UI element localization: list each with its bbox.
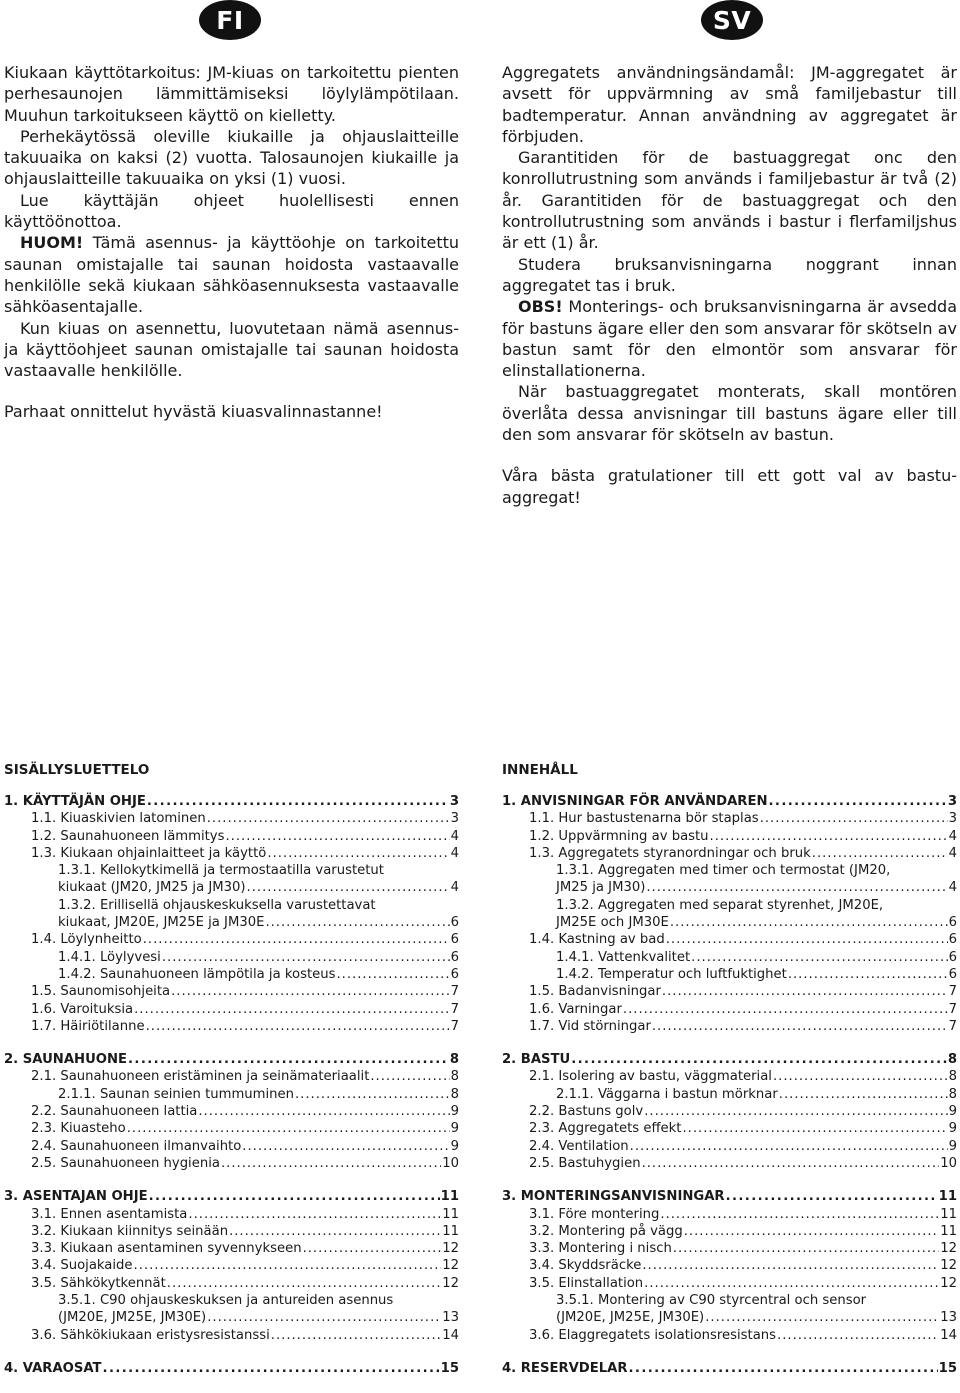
toc-section bbox=[502, 1360, 957, 1377]
toc-page-number: 9 bbox=[450, 1121, 459, 1137]
toc-entry bbox=[502, 1360, 957, 1377]
toc-entry bbox=[502, 845, 957, 862]
intro-paragraph bbox=[502, 296, 957, 381]
toc-page-number: 8 bbox=[449, 1052, 459, 1068]
paragraph-text: Lue käyttäjän ohjeet huolellisesti ennen käyttöönottoa. bbox=[4, 190, 459, 232]
toc-entry bbox=[502, 828, 957, 845]
dot-leader bbox=[630, 1138, 948, 1155]
toc-entry-label: 4. VARAOSAT bbox=[4, 1360, 102, 1376]
toc-entry-label: 1. ANVISNINGAR FÖR ANVÄNDAREN bbox=[502, 794, 768, 809]
toc-page-number: 4 bbox=[948, 845, 957, 861]
toc-entry-label: 2.1.1. Väggarna i bastun mörknar bbox=[556, 1086, 778, 1102]
dot-leader bbox=[777, 1327, 939, 1344]
toc-entry bbox=[502, 1257, 957, 1274]
toc-page-number: 9 bbox=[450, 1104, 459, 1120]
toc-entry-wrapped bbox=[4, 1292, 459, 1327]
toc-page-number: 6 bbox=[948, 915, 957, 931]
toc-entry bbox=[502, 1051, 957, 1068]
dot-leader bbox=[171, 983, 450, 1000]
toc-entry bbox=[58, 914, 459, 931]
toc-entry-label: 2.2. Bastuns golv bbox=[529, 1104, 644, 1120]
language-badge-sv: SV bbox=[701, 0, 763, 40]
toc-entry bbox=[4, 949, 459, 966]
toc-page-number: 12 bbox=[940, 1258, 957, 1274]
toc-entry-label: 1.7. Vid störningar bbox=[529, 1018, 651, 1034]
dot-leader bbox=[629, 1360, 938, 1377]
intro-text-sv bbox=[502, 62, 957, 508]
toc-entry-wrapped bbox=[4, 897, 459, 932]
toc-entry-label: 2.4. Ventilation bbox=[529, 1138, 629, 1154]
dot-leader bbox=[571, 1051, 947, 1068]
toc-entry bbox=[502, 1275, 957, 1292]
toc-entry-label: 3.5. Sähkökytkennät bbox=[31, 1275, 166, 1291]
toc-page-number: 15 bbox=[938, 1360, 957, 1376]
toc-page-number: 12 bbox=[442, 1241, 459, 1257]
toc-page-number: 12 bbox=[442, 1258, 459, 1274]
toc-entry-label: 1. KÄYTTÄJÄN OHJE bbox=[4, 794, 146, 809]
intro-paragraph bbox=[4, 232, 459, 317]
dot-leader bbox=[644, 1103, 947, 1120]
toc-entry bbox=[4, 1327, 459, 1344]
intro-paragraph bbox=[502, 465, 957, 508]
dot-leader bbox=[207, 810, 450, 827]
toc-entry-label: 3.6. Elaggregatets isolationsresistans bbox=[529, 1327, 777, 1343]
toc-entry-label: 1.1. Kiuaskivien latominen bbox=[31, 811, 206, 827]
dot-leader bbox=[644, 1275, 939, 1292]
toc-entry-label-line1: 1.3.1. Aggregaten med timer och termostat (JM20, bbox=[556, 863, 891, 879]
dot-leader bbox=[188, 1206, 441, 1223]
toc-page-number: 4 bbox=[450, 845, 459, 861]
toc-entry bbox=[556, 879, 957, 896]
toc-entry bbox=[4, 931, 459, 948]
toc-entry bbox=[556, 1309, 957, 1326]
toc-entry-label: 2.5. Bastuhygien bbox=[529, 1155, 641, 1171]
paragraph-text: Studera bruksanvisningarna noggrant innan aggregatet tas i bruk. bbox=[502, 254, 957, 295]
toc-page-number: 11 bbox=[440, 1189, 459, 1205]
toc-entry-label: 2.4. Saunahuoneen ilmanvaihto bbox=[31, 1138, 242, 1154]
intro-paragraph bbox=[502, 254, 957, 297]
dot-leader bbox=[207, 1309, 441, 1326]
toc-section bbox=[4, 793, 459, 1035]
table-of-contents-fi bbox=[4, 761, 459, 1393]
dot-leader bbox=[229, 1223, 441, 1240]
paragraph-text: Aggregatets användningsändamål: JM-aggregatet är avsett för uppvärmning av små familjebastur till badtemperatur. Annan användning av aggregatet är förbjuden. bbox=[502, 63, 957, 146]
toc-entry bbox=[502, 1103, 957, 1120]
paragraph-text: Våra bästa gratulationer till ett gott val av bastu-aggregat! bbox=[502, 466, 957, 507]
toc-entry-label: 1.4.2. Saunahuoneen lämpötila ja kosteus bbox=[58, 966, 336, 982]
toc-entry bbox=[4, 810, 459, 827]
dot-leader bbox=[198, 1103, 449, 1120]
toc-entry-label: 2.1. Isolering av bastu, väggmaterial bbox=[529, 1069, 772, 1085]
toc-entry-label: 1.4. Kastning av bad bbox=[529, 932, 665, 948]
toc-entry-wrapped bbox=[502, 862, 957, 897]
toc-entry-label: 1.4.1. Löylyvesi bbox=[58, 949, 161, 965]
emphasis-label: OBS! bbox=[518, 297, 563, 317]
toc-entry bbox=[502, 1120, 957, 1137]
dot-leader bbox=[162, 949, 450, 966]
toc-entry bbox=[4, 1223, 459, 1240]
toc-page-number: 13 bbox=[940, 1310, 957, 1326]
toc-page-number: 7 bbox=[450, 1001, 459, 1017]
toc-entry bbox=[502, 1155, 957, 1172]
toc-page-number: 6 bbox=[450, 915, 459, 931]
toc-entry bbox=[556, 914, 957, 931]
toc-entry-label: kiukaat (JM20, JM25 ja JM30) bbox=[58, 880, 246, 896]
paragraph-text: När bastuaggregatet monterats, skall montören överlåta dessa anvisningar till bastuns ägare eller till den som ansvarar för skötseln av bastun. bbox=[502, 382, 957, 445]
toc-entry bbox=[502, 1068, 957, 1085]
dot-leader bbox=[271, 1327, 441, 1344]
dot-leader bbox=[684, 1223, 939, 1240]
toc-page-number: 8 bbox=[947, 1052, 957, 1068]
toc-page-number: 6 bbox=[450, 949, 459, 965]
toc-page-number: 12 bbox=[442, 1275, 459, 1291]
toc-page-number: 4 bbox=[450, 828, 459, 844]
dot-leader bbox=[662, 983, 948, 1000]
toc-entry bbox=[502, 1206, 957, 1223]
toc-page-number: 12 bbox=[940, 1275, 957, 1291]
toc-entry-wrapped bbox=[4, 862, 459, 897]
toc-entry bbox=[4, 1103, 459, 1120]
dot-leader bbox=[666, 931, 948, 948]
toc-entry bbox=[4, 1120, 459, 1137]
dot-leader bbox=[167, 1275, 441, 1292]
toc-page-number: 4 bbox=[948, 880, 957, 896]
toc-section bbox=[4, 1360, 459, 1377]
toc-title: INNEHÅLL bbox=[502, 762, 578, 778]
toc-entry-label: 3.2. Montering på vägg bbox=[529, 1223, 683, 1239]
toc-section bbox=[502, 793, 957, 1035]
dot-leader bbox=[225, 828, 449, 845]
toc-body bbox=[4, 793, 459, 1377]
toc-page-number: 3 bbox=[450, 811, 459, 827]
dot-leader bbox=[779, 1086, 948, 1103]
intro-paragraph bbox=[4, 190, 459, 233]
toc-entry-label-line1: 3.5.1. C90 ohjauskeskuksen ja antureiden asennus bbox=[58, 1293, 394, 1309]
toc-entry bbox=[4, 1360, 459, 1377]
toc-page-number: 9 bbox=[450, 1138, 459, 1154]
toc-entry-label: 1.4. Löylynheitto bbox=[31, 932, 142, 948]
toc-entry-label: 3.1. Ennen asentamista bbox=[31, 1206, 188, 1222]
intro-paragraph bbox=[502, 381, 957, 445]
toc-page-number: 4 bbox=[450, 880, 459, 896]
toc-entry bbox=[502, 1086, 957, 1103]
toc-page-number: 12 bbox=[940, 1241, 957, 1257]
toc-entry bbox=[4, 1257, 459, 1274]
dot-leader bbox=[134, 1257, 442, 1274]
toc-entry-label: 1.1. Hur bastustenarna bör staplas bbox=[529, 811, 759, 827]
intro-paragraph bbox=[4, 318, 459, 382]
toc-entry-label: 3.1. Före montering bbox=[529, 1206, 660, 1222]
toc-page-number: 7 bbox=[948, 1001, 957, 1017]
toc-page-number: 8 bbox=[948, 1086, 957, 1102]
dot-leader bbox=[303, 1240, 442, 1257]
toc-entry bbox=[4, 1086, 459, 1103]
toc-entry-label-line1: 1.3.2. Aggregaten med separat styrenhet, JM20E, bbox=[556, 897, 884, 913]
toc-page-number: 8 bbox=[450, 1086, 459, 1102]
toc-entry-label-line1: 3.5.1. Montering av C90 styrcentral och sensor bbox=[556, 1293, 867, 1309]
toc-entry bbox=[502, 983, 957, 1000]
toc-entry bbox=[502, 966, 957, 983]
toc-page-number: 6 bbox=[450, 932, 459, 948]
paragraph-text: Tämä asennus- ja käyttöohje on tarkoitettu saunan omistajalle tai saunan hoidosta vastaavalle henkilölle sekä kiukaan sähköasennuksesta vastaavalle sähköasentajalle. bbox=[4, 233, 459, 317]
toc-entry bbox=[502, 949, 957, 966]
toc-entry bbox=[58, 879, 459, 896]
dot-leader bbox=[773, 1068, 948, 1085]
toc-entry bbox=[4, 983, 459, 1000]
dot-leader bbox=[336, 966, 449, 983]
toc-entry-label: 2.3. Kiuasteho bbox=[31, 1121, 126, 1137]
paragraph-text: Garantitiden för de bastuaggregat onc den konrollutrustning som används i familjebastur är två (2) år. Garantitiden för de bastuaggregat och den kontrollutrustning som används i bastur i flerfamiljshus är ett (1) år. bbox=[502, 148, 957, 253]
toc-entry bbox=[4, 828, 459, 845]
toc-section bbox=[502, 1051, 957, 1172]
toc-entry bbox=[4, 793, 459, 810]
toc-entry-label: 1.2. Uppvärmning av bastu bbox=[529, 828, 709, 844]
toc-entry bbox=[4, 845, 459, 862]
intro-paragraph bbox=[502, 62, 957, 147]
toc-entry-label: 1.3. Aggregatets styranordningar och bruk bbox=[529, 845, 811, 861]
toc-page-number: 7 bbox=[948, 984, 957, 1000]
dot-leader bbox=[726, 1188, 938, 1205]
toc-entry-label: 1.4.2. Temperatur och luftfuktighet bbox=[556, 966, 787, 982]
toc-entry bbox=[502, 1327, 957, 1344]
toc-entry-label: 3.3. Kiukaan asentaminen syvennykseen bbox=[31, 1241, 302, 1257]
toc-entry-label: 1.4.1. Vattenkvalitet bbox=[556, 949, 691, 965]
toc-page-number: 9 bbox=[948, 1121, 957, 1137]
toc-page-number: 9 bbox=[948, 1104, 957, 1120]
toc-entry-label: 3.5. Elinstallation bbox=[529, 1275, 644, 1291]
toc-page-number: 14 bbox=[940, 1327, 957, 1343]
toc-entry-label: 3.4. Skyddsräcke bbox=[529, 1258, 642, 1274]
toc-entry-label-line1: 1.3.2. Erillisellä ohjauskeskuksella varustettavat bbox=[58, 897, 376, 913]
toc-page-number: 6 bbox=[948, 966, 957, 982]
toc-entry bbox=[58, 1309, 459, 1326]
toc-page-number: 14 bbox=[442, 1327, 459, 1343]
paragraph-text: Kun kiuas on asennettu, luovutetaan nämä asennus- ja käyttöohjeet saunan omistajalle tai saunan hoidosta vastaavalle henkilölle. bbox=[4, 318, 459, 381]
toc-entry-label-line1: 1.3.1. Kellokytkimellä ja termostaatilla varustetut bbox=[58, 863, 384, 879]
toc-page-number: 7 bbox=[948, 1018, 957, 1034]
toc-entry bbox=[502, 793, 957, 810]
dot-leader bbox=[127, 1120, 450, 1137]
toc-page-number: 3 bbox=[947, 794, 957, 809]
toc-entry-label: 1.3. Kiukaan ohjainlaitteet ja käyttö bbox=[31, 845, 267, 861]
dot-leader bbox=[128, 1051, 449, 1068]
toc-entry bbox=[502, 1188, 957, 1205]
toc-entry bbox=[4, 1068, 459, 1085]
toc-entry bbox=[4, 1206, 459, 1223]
intro-paragraph bbox=[502, 147, 957, 253]
dot-leader bbox=[295, 1086, 450, 1103]
toc-entry-label: 3.6. Sähkökiukaan eristysresistanssi bbox=[31, 1327, 270, 1343]
toc-page-number: 6 bbox=[948, 949, 957, 965]
toc-page-number: 3 bbox=[948, 811, 957, 827]
toc-entry bbox=[502, 1138, 957, 1155]
toc-entry bbox=[502, 931, 957, 948]
dot-leader bbox=[143, 931, 450, 948]
toc-title: SISÄLLYSLUETTELO bbox=[4, 762, 150, 778]
toc-entry-label: 2.3. Aggregatets effekt bbox=[529, 1121, 682, 1137]
toc-entry-label: 2.2. Saunahuoneen lattia bbox=[31, 1104, 198, 1120]
toc-page-number: 11 bbox=[940, 1206, 957, 1222]
dot-leader bbox=[673, 1240, 939, 1257]
toc-entry bbox=[4, 1051, 459, 1068]
toc-entry-label: JM25E och JM30E bbox=[556, 915, 669, 931]
dot-leader bbox=[103, 1360, 440, 1377]
dot-leader bbox=[705, 1309, 939, 1326]
toc-page-number: 7 bbox=[450, 1018, 459, 1034]
toc-entry-wrapped bbox=[502, 897, 957, 932]
toc-page-number: 8 bbox=[450, 1069, 459, 1085]
paragraph-text: Perhekäytössä oleville kiukaille ja ohjauslaitteille takuuaika on kaksi (2) vuotta. Talosaunojen kiukaille ja ohjauslaitteille takuuaika on yksi (1) vuosi. bbox=[4, 126, 459, 189]
toc-entry-label: kiukaat, JM20E, JM25E ja JM30E bbox=[58, 915, 265, 931]
dot-leader bbox=[221, 1155, 441, 1172]
dot-leader bbox=[242, 1138, 449, 1155]
dot-leader bbox=[646, 879, 947, 896]
toc-entry bbox=[502, 1018, 957, 1035]
intro-paragraph bbox=[4, 62, 459, 126]
toc-entry-label: 2.5. Saunahuoneen hygienia bbox=[31, 1155, 220, 1171]
dot-leader bbox=[660, 1206, 939, 1223]
dot-leader bbox=[134, 1001, 450, 1018]
dot-leader bbox=[769, 793, 947, 810]
toc-page-number: 8 bbox=[948, 1069, 957, 1085]
toc-page-number: 15 bbox=[440, 1360, 459, 1376]
intro-paragraph bbox=[4, 401, 459, 422]
toc-entry bbox=[4, 1018, 459, 1035]
toc-entry-label: 3.2. Kiukaan kiinnitys seinään bbox=[31, 1223, 229, 1239]
dot-leader bbox=[147, 793, 449, 810]
intro-paragraph bbox=[4, 126, 459, 190]
toc-entry-label: 1.2. Saunahuoneen lämmitys bbox=[31, 828, 225, 844]
language-badge-fi: FI bbox=[199, 0, 261, 40]
toc-page-number: 7 bbox=[450, 984, 459, 1000]
dot-leader bbox=[760, 810, 948, 827]
dot-leader bbox=[691, 949, 947, 966]
dot-leader bbox=[682, 1120, 947, 1137]
toc-entry-label: 2.1. Saunahuoneen eristäminen ja seinämateriaalit bbox=[31, 1069, 370, 1085]
toc-entry-label: 4. RESERVDELAR bbox=[502, 1360, 628, 1376]
toc-entry-wrapped bbox=[502, 1292, 957, 1327]
toc-entry-label: (JM20E, JM25E, JM30E) bbox=[58, 1310, 207, 1326]
toc-entry-label: 2. BASTU bbox=[502, 1052, 571, 1068]
dot-leader bbox=[149, 1188, 440, 1205]
toc-entry bbox=[4, 1138, 459, 1155]
toc-entry-label: 3. MONTERINGSANVISNINGAR bbox=[502, 1189, 725, 1205]
paragraph-text: Parhaat onnittelut hyvästä kiuasvalinnastanne! bbox=[4, 402, 383, 422]
toc-page-number: 4 bbox=[948, 828, 957, 844]
toc-entry-label: (JM20E, JM25E, JM30E) bbox=[556, 1310, 705, 1326]
toc-entry bbox=[4, 1155, 459, 1172]
dot-leader bbox=[670, 914, 948, 931]
toc-entry bbox=[502, 1001, 957, 1018]
toc-page-number: 6 bbox=[948, 932, 957, 948]
dot-leader bbox=[146, 1018, 450, 1035]
toc-entry-label: 3. ASENTAJAN OHJE bbox=[4, 1189, 148, 1205]
toc-entry bbox=[502, 1240, 957, 1257]
toc-entry bbox=[502, 1223, 957, 1240]
toc-entry bbox=[4, 1001, 459, 1018]
toc-entry bbox=[502, 810, 957, 827]
dot-leader bbox=[642, 1155, 940, 1172]
paragraph-text: Monterings- och bruksanvisningarna är avsedda för bastuns ägare eller den som ansvarar för skötseln av bastun samt för den elmontör som ansvarar för elinstallationerna. bbox=[502, 297, 957, 381]
toc-body bbox=[502, 793, 957, 1377]
toc-page-number: 3 bbox=[449, 794, 459, 809]
dot-leader bbox=[788, 966, 948, 983]
toc-page-number: 11 bbox=[938, 1189, 957, 1205]
intro-text-fi bbox=[4, 62, 459, 423]
dot-leader bbox=[370, 1068, 449, 1085]
table-of-contents-sv bbox=[502, 761, 957, 1393]
toc-entry bbox=[4, 1188, 459, 1205]
toc-entry-label: 1.7. Häiriötilanne bbox=[31, 1018, 145, 1034]
dot-leader bbox=[265, 914, 449, 931]
toc-page-number: 11 bbox=[940, 1223, 957, 1239]
toc-entry-label: 2. SAUNAHUONE bbox=[4, 1052, 128, 1068]
toc-entry-label: 1.5. Badanvisningar bbox=[529, 984, 661, 1000]
dot-leader bbox=[652, 1018, 948, 1035]
dot-leader bbox=[642, 1257, 939, 1274]
toc-page-number: 11 bbox=[442, 1206, 459, 1222]
emphasis-label: HUOM! bbox=[20, 233, 84, 253]
toc-entry-label: 3.3. Montering i nisch bbox=[529, 1241, 672, 1257]
toc-page-number: 10 bbox=[940, 1155, 957, 1171]
dot-leader bbox=[267, 845, 449, 862]
toc-entry-label: 1.6. Varoituksia bbox=[31, 1001, 134, 1017]
toc-entry-label: 2.1.1. Saunan seinien tummuminen bbox=[58, 1086, 294, 1102]
toc-page-number: 10 bbox=[442, 1155, 459, 1171]
toc-section bbox=[502, 1188, 957, 1344]
toc-section bbox=[4, 1188, 459, 1344]
toc-entry-label: 3.4. Suojakaide bbox=[31, 1258, 133, 1274]
dot-leader bbox=[623, 1001, 948, 1018]
toc-entry bbox=[4, 966, 459, 983]
toc-page-number: 13 bbox=[442, 1310, 459, 1326]
toc-page-number: 9 bbox=[948, 1138, 957, 1154]
dot-leader bbox=[710, 828, 948, 845]
toc-entry bbox=[4, 1275, 459, 1292]
toc-entry-label: JM25 ja JM30) bbox=[556, 880, 646, 896]
toc-section bbox=[4, 1051, 459, 1172]
dot-leader bbox=[812, 845, 948, 862]
toc-entry-label: 1.5. Saunomisohjeita bbox=[31, 984, 171, 1000]
toc-entry-label: 1.6. Varningar bbox=[529, 1001, 622, 1017]
paragraph-text: Kiukaan käyttötarkoitus: JM-kiuas on tarkoitettu pienten perhesaunojen lämmittämiseksi löylylämpötilaan. Muuhun tarkoitukseen käyttö on kielletty. bbox=[4, 63, 459, 125]
toc-page-number: 11 bbox=[442, 1223, 459, 1239]
toc-page-number: 6 bbox=[450, 966, 459, 982]
toc-entry bbox=[4, 1240, 459, 1257]
dot-leader bbox=[247, 879, 450, 896]
